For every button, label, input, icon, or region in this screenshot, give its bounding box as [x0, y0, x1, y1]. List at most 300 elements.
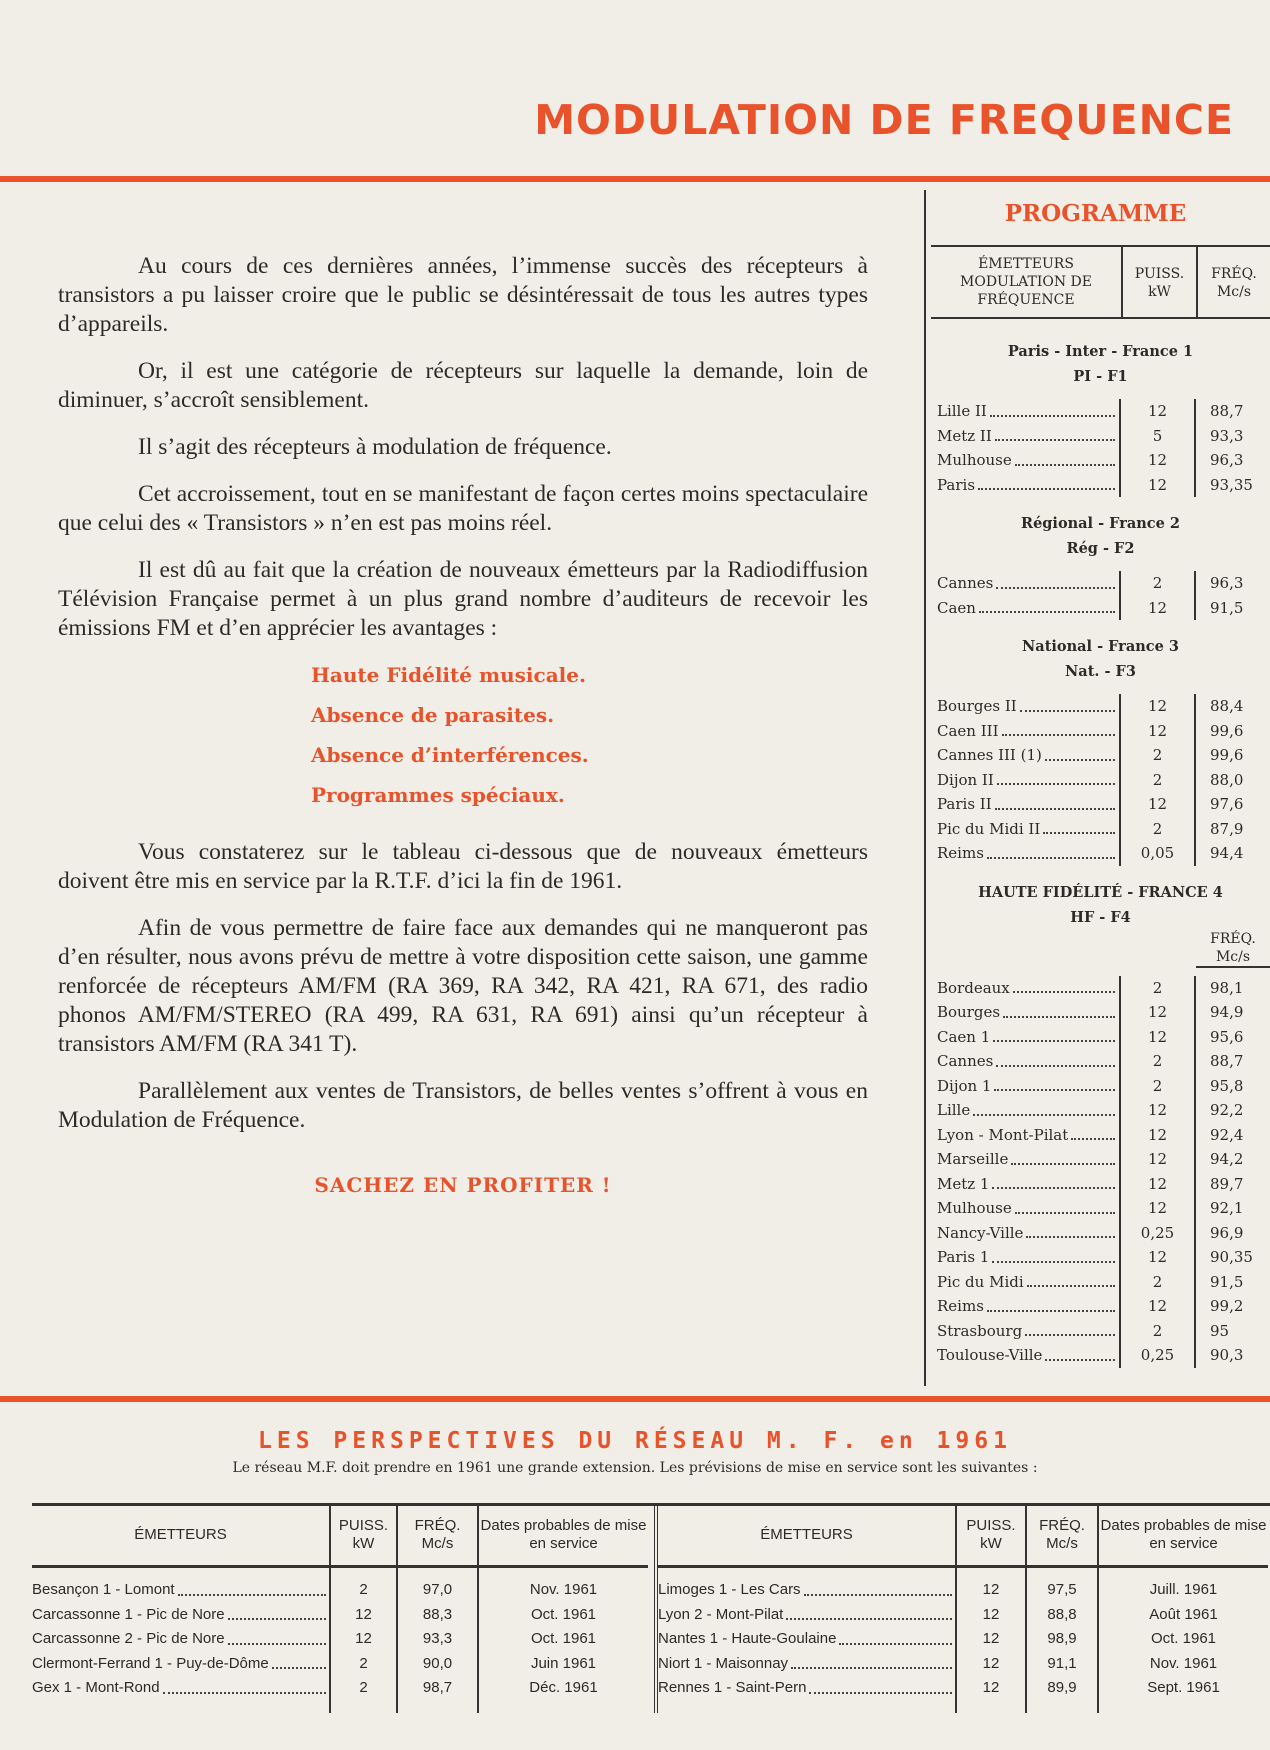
station-cell [931, 841, 1121, 866]
dot-leader [1015, 464, 1115, 466]
spacer-cell [330, 1701, 397, 1713]
power: 12 [1121, 792, 1196, 817]
power: 12 [1121, 1245, 1196, 1270]
frequency: 90,3 [1210, 1346, 1244, 1364]
station-name: Metz II [937, 426, 992, 445]
transmitter-wrap [32, 1627, 329, 1652]
station-cell [931, 792, 1121, 817]
frequency: 97,6 [1210, 795, 1244, 813]
power: 2 [330, 1652, 397, 1677]
frequency: 97,0 [397, 1578, 478, 1603]
power: 12 [1121, 1147, 1196, 1172]
frequency: 93,35 [1210, 475, 1253, 494]
power: 0,25 [1121, 1221, 1196, 1246]
dot-leader [996, 1065, 1115, 1067]
paragraph: Or, il est une catégorie de récepteurs sur laquelle la demande, loin de diminuer, s’accroît sensiblement. [58, 358, 868, 413]
dot-leader [973, 1114, 1115, 1116]
column-header: PUISS. kW [330, 1506, 397, 1566]
table-row [32, 1652, 648, 1677]
section-extra-header [931, 930, 1270, 976]
station-name: Bordeaux [937, 978, 1010, 997]
dot-leader [993, 1040, 1115, 1042]
dot-leader [228, 1643, 326, 1645]
spacer-row [32, 1566, 648, 1578]
dot-leader [1045, 1359, 1115, 1361]
dot-leader [978, 488, 1115, 490]
station-name: Cannes [937, 1052, 994, 1070]
section-name: Régional - France 2 [1021, 515, 1180, 532]
frequency: 99,6 [1210, 721, 1244, 740]
table-row [32, 1578, 648, 1603]
spacer-cell [656, 1701, 956, 1713]
dot-leader [1002, 734, 1115, 736]
frequency: 89,9 [1026, 1676, 1098, 1701]
transmitter-wrap [658, 1578, 955, 1603]
frequency: 94,2 [1210, 1150, 1244, 1168]
frequency: 98,9 [1026, 1627, 1098, 1652]
highlight: Programmes spéciaux. [311, 783, 565, 807]
column-header: ÉMETTEURS [656, 1506, 956, 1566]
service-date: Oct. 1961 [478, 1603, 648, 1628]
frequency: 92,2 [1210, 1101, 1244, 1119]
dot-leader [995, 439, 1115, 441]
station-cell [931, 1270, 1121, 1295]
highlight: Absence d’interférences. [311, 743, 589, 767]
header-puiss: PUISS. kW [1121, 247, 1196, 319]
dot-leader [1043, 832, 1115, 834]
transmitter-wrap [658, 1652, 955, 1677]
table-row [931, 1025, 1270, 1050]
frequency: 92,4 [1210, 1125, 1244, 1144]
section-name: Paris - Inter - France 1 [1007, 343, 1194, 360]
frequency: 95 [1210, 1321, 1230, 1340]
station-cell [931, 1025, 1121, 1050]
transmitter-name: Niort 1 - Maisonnay [658, 1654, 789, 1672]
transmitter-cell [656, 1676, 956, 1701]
dot-leader [1013, 991, 1115, 993]
header-row [32, 1506, 648, 1566]
power: 12 [1121, 1098, 1196, 1123]
frequency: 98,7 [397, 1676, 478, 1701]
transmitter-name: Rennes 1 - Saint-Pern [658, 1679, 807, 1696]
spacer [931, 930, 1196, 976]
table-row [931, 1319, 1270, 1344]
programme-table [931, 200, 1270, 1368]
dot-leader [990, 415, 1115, 417]
table-row [931, 1147, 1270, 1172]
table-row [656, 1603, 1268, 1628]
section-name: HAUTE FIDÉLITÉ - FRANCE 4 [978, 883, 1223, 901]
power: 2 [1121, 743, 1196, 768]
programme-header [931, 245, 1270, 325]
column-header: FRÉQ. Mc/s [397, 1506, 478, 1566]
station-name: Cannes [937, 574, 994, 592]
power: 12 [956, 1578, 1026, 1603]
station-cell [931, 1196, 1121, 1221]
station-name: Dijon 1 [937, 1076, 992, 1095]
column-header: FRÉQ. Mc/s [1026, 1506, 1098, 1566]
spacer-cell [397, 1701, 478, 1713]
power: 12 [1121, 1294, 1196, 1319]
frequency: 93,3 [1210, 426, 1244, 445]
power: 0,05 [1121, 841, 1196, 866]
spacer-row [656, 1701, 1268, 1713]
station-name: Bourges [937, 1003, 1001, 1021]
table-row [656, 1652, 1268, 1677]
table-row [931, 596, 1270, 621]
service-date: Sept. 1961 [1098, 1676, 1268, 1701]
station-cell [931, 1049, 1121, 1074]
dot-leader [1027, 1285, 1115, 1287]
service-date: Août 1961 [1098, 1603, 1268, 1628]
table-row [931, 424, 1270, 449]
transmitter-name: Carcassonne 2 - Pic de Nore [32, 1630, 225, 1647]
dot-leader [1011, 1163, 1115, 1165]
dot-leader [786, 1618, 952, 1620]
perspectives-table [32, 1503, 1270, 1696]
spacer-cell [956, 1701, 1026, 1713]
dot-leader [163, 1692, 326, 1694]
perspectives-section [0, 1428, 1270, 1476]
dot-leader [809, 1692, 952, 1694]
frequency: 99,6 [1210, 746, 1244, 764]
programme-sections [931, 339, 1270, 1368]
station-cell [931, 448, 1121, 473]
table-row [931, 719, 1270, 744]
frequency: 88,4 [1210, 697, 1244, 715]
column-divider [924, 190, 926, 1386]
power: 12 [1121, 1123, 1196, 1148]
power: 2 [1121, 817, 1196, 842]
table-row [931, 694, 1270, 719]
table-row [931, 1123, 1270, 1148]
power: 2 [1121, 1049, 1196, 1074]
transmitter-wrap [658, 1603, 955, 1628]
frequency: 87,9 [1210, 819, 1244, 838]
power: 12 [1121, 473, 1196, 498]
power: 12 [1121, 719, 1196, 744]
table-row [656, 1676, 1268, 1701]
station-name: Lille II [937, 402, 987, 420]
station-name: Pic du Midi II [937, 819, 1041, 838]
column-header: PUISS. kW [956, 1506, 1026, 1566]
frequency: 96,3 [1210, 451, 1244, 469]
paragraph: Vous constaterez sur le tableau ci-dessous que de nouveaux émetteurs doivent être mis en service par la R.T.F. d’ici la fin de 1961. [58, 839, 868, 894]
power: 5 [1121, 424, 1196, 449]
header-emetteurs: ÉMETTEURS MODULATION DE FRÉQUENCE [931, 247, 1121, 319]
dot-leader [1003, 1016, 1115, 1018]
power: 2 [330, 1676, 397, 1701]
transmitter-name: Carcassonne 1 - Pic de Nore [32, 1605, 225, 1623]
station-name: Paris 1 [937, 1248, 990, 1266]
paragraph: Afin de vous permettre de faire face aux demandes qui ne manqueront pas d’en résulter, nous avons prévu de mettre à votre disposition cette saison, une gamme renforcée de récepteurs AM/FM (RA 369, RA 342, RA 421, RA 671, des radio phonos AM/FM/STEREO (RA 499, RA 631, RA 691) ainsi qu’un récepteur à transistors AM/FM (RA 341 T). [58, 915, 868, 1057]
transmitter-wrap [32, 1676, 329, 1701]
transmitter-cell [32, 1652, 330, 1677]
transmitter-wrap [658, 1627, 955, 1652]
dot-leader [272, 1667, 326, 1669]
table-row [931, 1172, 1270, 1197]
spacer-cell [1098, 1566, 1268, 1578]
station-cell [931, 1123, 1121, 1148]
spacer-row [656, 1566, 1268, 1578]
transmitter-wrap [32, 1578, 329, 1603]
highlight: Haute Fidélité musicale. [311, 663, 586, 687]
transmitter-name: Clermont-Ferrand 1 - Puy-de-Dôme [32, 1654, 269, 1672]
station-cell [931, 399, 1121, 424]
station-cell [931, 1245, 1121, 1270]
station-cell [931, 694, 1121, 719]
frequency: 99,2 [1210, 1297, 1244, 1315]
frequency: 94,9 [1210, 1003, 1244, 1021]
dot-leader [995, 808, 1115, 810]
table-row [931, 448, 1270, 473]
power: 2 [1121, 768, 1196, 793]
dot-leader [791, 1667, 952, 1669]
table-row [931, 1245, 1270, 1270]
transmitter-cell [32, 1603, 330, 1628]
dot-leader [228, 1618, 326, 1620]
power: 12 [1121, 448, 1196, 473]
frequency: 90,0 [397, 1652, 478, 1677]
dot-leader [1025, 1334, 1115, 1336]
dot-leader [987, 857, 1115, 859]
programme-title: PROGRAMME [1004, 200, 1187, 227]
call-to-action: SACHEZ EN PROFITER ! [314, 1173, 612, 1197]
station-cell [931, 596, 1121, 621]
dot-leader [997, 783, 1115, 785]
frequency: 96,9 [1210, 1223, 1244, 1242]
power: 12 [1121, 694, 1196, 719]
column-header: Dates probables de mise en service [1098, 1506, 1268, 1566]
bottom-divider [0, 1396, 1270, 1402]
frequency: 92,1 [1210, 1199, 1244, 1217]
dot-leader [1020, 710, 1115, 712]
table-row [656, 1627, 1268, 1652]
transmitter-cell [32, 1578, 330, 1603]
extra-freq-header: FRÉQ. Mc/s [1196, 930, 1270, 968]
page-title: MODULATION DE FREQUENCE [534, 96, 1234, 144]
power: 12 [330, 1627, 397, 1652]
column-header: ÉMETTEURS [32, 1506, 330, 1566]
dot-leader [992, 1261, 1115, 1263]
power: 12 [956, 1676, 1026, 1701]
station-name: Strasbourg [937, 1321, 1023, 1340]
power: 12 [1121, 1000, 1196, 1025]
station-name: Marseille [937, 1150, 1009, 1168]
dot-leader [804, 1594, 952, 1596]
frequency: 88,7 [1210, 402, 1244, 420]
station-cell [931, 1343, 1121, 1368]
power: 2 [1121, 571, 1196, 596]
service-date: Juin 1961 [478, 1652, 648, 1677]
transmitter-wrap [32, 1603, 329, 1628]
section-code: HF - F4 [1070, 908, 1131, 926]
service-date: Oct. 1961 [1098, 1627, 1268, 1652]
power: 12 [956, 1627, 1026, 1652]
dot-leader [839, 1643, 952, 1645]
highlight: Absence de parasites. [311, 703, 555, 727]
table-row [931, 399, 1270, 424]
paragraph: Au cours de ces dernières années, l’immense succès des récepteurs à transistors a pu laisser croire que le public se désintéressait de tous les autres types d’appareils. [58, 253, 868, 337]
station-name: Mulhouse [937, 1199, 1012, 1217]
station-name: Reims [937, 1297, 984, 1315]
power: 12 [330, 1603, 397, 1628]
frequency: 89,7 [1210, 1174, 1244, 1193]
header-freq: FRÉQ. Mc/s [1196, 247, 1270, 319]
table-row [931, 1000, 1270, 1025]
station-name: Caen III [937, 721, 999, 740]
frequency: 98,1 [1210, 978, 1244, 997]
table-row [931, 1343, 1270, 1368]
station-name: Pic du Midi [937, 1272, 1024, 1291]
table-row [931, 1049, 1270, 1074]
spacer-cell [956, 1566, 1026, 1578]
top-divider [0, 176, 1270, 182]
dot-leader [994, 1089, 1115, 1091]
spacer-cell [1026, 1701, 1098, 1713]
article-body [58, 252, 868, 1218]
station-name: Bourges II [937, 697, 1017, 715]
station-cell [931, 1172, 1121, 1197]
spacer-cell [32, 1566, 330, 1578]
station-name: Cannes III (1) [937, 746, 1042, 764]
transmitter-cell [32, 1627, 330, 1652]
table-row [931, 473, 1270, 498]
station-cell [931, 1000, 1121, 1025]
station-cell [931, 571, 1121, 596]
power: 12 [1121, 1196, 1196, 1221]
spacer-cell [1098, 1701, 1268, 1713]
perspectives-subtitle: Le réseau M.F. doit prendre en 1961 une grande extension. Les prévisions de mise en service sont les suivantes : [232, 1460, 1038, 1476]
table-row [931, 768, 1270, 793]
service-date: Juill. 1961 [1098, 1578, 1268, 1603]
transmitter-name: Besançon 1 - Lomont [32, 1581, 175, 1598]
power: 12 [1121, 1172, 1196, 1197]
table-row [931, 1196, 1270, 1221]
station-cell [931, 424, 1121, 449]
service-date: Déc. 1961 [478, 1676, 648, 1701]
perspectives-table-left [32, 1506, 648, 1713]
power: 0,25 [1121, 1343, 1196, 1368]
dot-leader [1015, 1212, 1115, 1214]
station-name: Reims [937, 844, 984, 862]
paragraph: Il s’agit des récepteurs à modulation de fréquence. [138, 434, 612, 460]
dot-leader [992, 1187, 1115, 1189]
transmitter-cell [656, 1603, 956, 1628]
table-row [656, 1578, 1268, 1603]
spacer-cell [330, 1566, 397, 1578]
station-name: Mulhouse [937, 451, 1012, 469]
frequency: 94,4 [1210, 844, 1244, 862]
table-row [931, 792, 1270, 817]
frequency: 95,8 [1210, 1076, 1244, 1095]
perspectives-table-right [654, 1506, 1268, 1713]
power: 2 [1121, 1074, 1196, 1099]
station-cell [931, 1147, 1121, 1172]
station-cell [931, 976, 1121, 1001]
transmitter-name: Limoges 1 - Les Cars [658, 1581, 801, 1598]
dot-leader [1026, 1236, 1115, 1238]
transmitter-name: Lyon 2 - Mont-Pilat [658, 1605, 784, 1623]
station-name: Metz 1 [937, 1174, 990, 1193]
table-row [32, 1603, 648, 1628]
frequency: 88,8 [1026, 1603, 1098, 1628]
power: 12 [1121, 596, 1196, 621]
transmitter-name: Gex 1 - Mont-Rond [32, 1679, 160, 1696]
station-name: Caen 1 [937, 1027, 991, 1046]
dot-leader [1045, 759, 1115, 761]
frequency: 91,5 [1210, 1272, 1244, 1291]
spacer-cell [478, 1701, 648, 1713]
table-row [931, 841, 1270, 866]
station-name: Lyon - Mont-Pilat [937, 1125, 1069, 1144]
table-row [931, 1098, 1270, 1123]
station-name: Toulouse-Ville [937, 1346, 1043, 1364]
station-name: Nancy-Ville [937, 1223, 1024, 1242]
station-name: Paris [937, 475, 976, 494]
station-cell [931, 1074, 1121, 1099]
power: 12 [1121, 399, 1196, 424]
power: 12 [956, 1603, 1026, 1628]
transmitter-wrap [32, 1652, 329, 1677]
station-name: Paris II [937, 795, 992, 813]
service-date: Oct. 1961 [478, 1627, 648, 1652]
spacer-cell [656, 1566, 956, 1578]
transmitter-name: Nantes 1 - Haute-Goulaine [658, 1630, 837, 1647]
frequency: 96,3 [1210, 574, 1244, 592]
station-name: Dijon II [937, 770, 994, 789]
frequency: 88,0 [1210, 770, 1244, 789]
column-header: Dates probables de mise en service [478, 1506, 648, 1566]
dot-leader [1071, 1138, 1115, 1140]
table-row [32, 1676, 648, 1701]
station-name: Lille [937, 1101, 971, 1119]
power: 2 [1121, 1319, 1196, 1344]
frequency: 91,5 [1210, 598, 1244, 617]
station-cell [931, 1319, 1121, 1344]
station-cell [931, 1221, 1121, 1246]
power: 12 [1121, 1025, 1196, 1050]
frequency: 95,6 [1210, 1027, 1244, 1046]
dot-leader [178, 1594, 326, 1596]
station-name: Caen [937, 598, 976, 617]
transmitter-cell [32, 1676, 330, 1701]
table-row [931, 976, 1270, 1001]
dot-leader [996, 587, 1115, 589]
spacer-row [32, 1701, 648, 1713]
spacer-cell [32, 1701, 330, 1713]
paragraph: Parallèlement aux ventes de Transistors, de belles ventes s’offrent à vous en Modulation de Fréquence. [58, 1078, 868, 1133]
frequency: 90,35 [1210, 1248, 1253, 1266]
section-name: National - France 3 [1022, 638, 1179, 655]
power: 2 [1121, 1270, 1196, 1295]
frequency: 93,3 [397, 1627, 478, 1652]
station-cell [931, 719, 1121, 744]
paragraph: Cet accroissement, tout en se manifestant de façon certes moins spectaculaire que celui des « Transistors » n’en est pas moins réel. [58, 481, 868, 536]
table-row [32, 1627, 648, 1652]
transmitter-cell [656, 1578, 956, 1603]
spacer-cell [1026, 1566, 1098, 1578]
table-row [931, 571, 1270, 596]
service-date: Nov. 1961 [1098, 1652, 1268, 1677]
table-row [931, 817, 1270, 842]
station-cell [931, 743, 1121, 768]
header-row [656, 1506, 1268, 1566]
station-cell [931, 1098, 1121, 1123]
station-cell [931, 817, 1121, 842]
station-cell [931, 768, 1121, 793]
frequency: 88,7 [1210, 1052, 1244, 1070]
